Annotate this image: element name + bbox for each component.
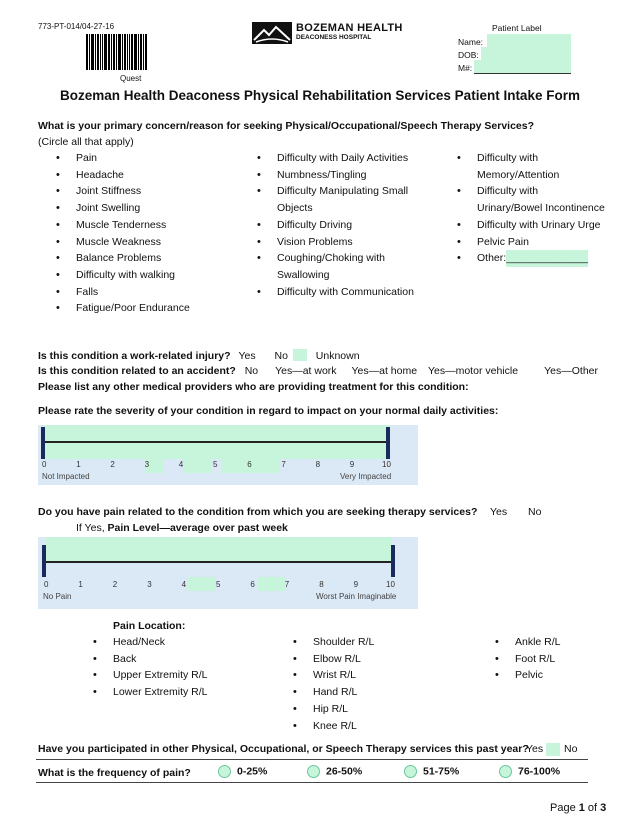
pain-location-option[interactable]: • Lower Extremity R/L [91,684,211,701]
pain-low-label: No Pain [43,592,72,601]
pain-location-option[interactable]: • Ankle R/L [493,634,593,651]
concern-option[interactable]: • Difficulty with Daily Activities [255,150,425,167]
concern-option[interactable]: • Fatigue/Poor Endurance [54,300,224,317]
pain-location-option[interactable]: • Head/Neck [91,634,211,651]
severity-tick[interactable]: 6 [247,460,252,469]
logo-line2: DEACONESS HOSPITAL [296,34,372,41]
severity-line [44,441,389,443]
severity-tick[interactable]: 4 [178,460,184,469]
severity-tick[interactable]: 2 [110,460,115,469]
severity-right-cap [386,427,390,459]
pain-tick[interactable]: 0 [44,580,49,589]
concern-option[interactable]: • Numbness/Tingling [255,167,425,184]
prior-yes[interactable]: Yes [526,743,544,755]
work-row [38,349,360,362]
pain-location-option[interactable]: • Knee R/L [291,718,411,735]
concern-option[interactable]: • Joint Stiffness [54,183,224,200]
concern-option[interactable]: • Balance Problems [54,250,224,267]
pain-location-option[interactable]: • Wrist R/L [291,667,411,684]
severity-high-label: Very Impacted [340,472,392,481]
pain-location-label: Pain Location: [113,620,186,632]
barcode-caption: Quest [120,74,142,83]
freq-option-2[interactable]: 51-75% [404,765,459,778]
severity-tick[interactable]: 5 [213,460,218,469]
dob-label: DOB: [458,50,479,60]
mnum-field[interactable] [474,60,571,74]
concern-option[interactable]: • Muscle Weakness [54,234,224,251]
pain-box-6-7 [258,577,286,591]
accident-motor[interactable]: Yes—motor vehicle [427,365,519,377]
concern-option[interactable]: • Difficulty Driving [255,217,425,234]
freq-option-3[interactable]: 76-100% [499,765,560,778]
frequency-question: What is the frequency of pain? [38,767,191,779]
concern-option[interactable]: • Falls [54,284,224,301]
divider-bottom [36,782,588,783]
concern-option[interactable]: • Difficulty with Memory/Attention [455,150,605,183]
mnum-label: M#: [458,63,473,73]
patient-label-heading: Patient Label [492,23,542,33]
pain-location-option[interactable]: • Upper Extremity R/L [91,667,211,684]
accident-no[interactable]: No [244,365,259,377]
severity-low-label: Not Impacted [42,472,90,481]
pain-location-option[interactable]: • Elbow R/L [291,651,411,668]
pain-tick[interactable]: 2 [112,580,118,589]
other-field[interactable]: ______________ [506,250,588,267]
severity-box-4-5 [183,459,211,473]
logo-line1: BOZEMAN HEALTH [296,22,403,34]
pain-box-4-5 [188,577,216,591]
severity-box-6-7 [254,459,280,473]
pain-location-option[interactable]: • Pelvic [493,667,593,684]
concern-option[interactable] [455,250,605,267]
location-list-col2 [291,634,411,734]
concern-option[interactable]: • Muscle Tenderness [54,217,224,234]
prior-row [38,743,598,755]
concern-option[interactable]: • Difficulty with Urinary Urge [455,217,605,234]
pain-tick[interactable]: 10 [386,580,395,589]
pain-tick[interactable]: 6 [250,580,255,589]
name-field[interactable] [487,34,571,48]
divider-top [36,759,588,760]
pain-tick[interactable]: 5 [216,580,221,589]
accident-home[interactable]: Yes—at home [351,365,418,377]
work-no[interactable]: No [274,350,288,362]
concern-list-col2 [255,150,425,300]
pain-tick[interactable]: 4 [181,580,187,589]
pain-left-cap [42,545,46,577]
freq-option-1[interactable]: 26-50% [307,765,362,778]
concern-question: What is your primary concern/reason for seeking Physical/Occupational/Speech Therapy Services? [38,120,535,132]
pain-line [46,561,392,563]
severity-tick[interactable]: 3 [144,460,150,469]
accident-other[interactable]: Yes—Other [544,365,598,377]
radio-circle-icon[interactable] [218,765,231,778]
accident-row [38,365,598,377]
pain-scale[interactable] [38,537,418,609]
mountain-logo-icon [252,22,292,44]
concern-option[interactable]: • Difficulty Manipulating Small Objects [255,183,425,216]
work-unknown[interactable]: Unknown [315,350,360,362]
concern-option[interactable]: • Vision Problems [255,234,425,251]
page-title: Bozeman Health Deaconess Physical Rehabilitation Services Patient Intake Form [60,88,580,103]
concern-instruction: (Circle all that apply) [38,136,134,148]
severity-tick[interactable]: 7 [281,460,286,469]
concern-option[interactable]: • Headache [54,167,224,184]
pain-level-prefix: If Yes, [76,522,108,534]
hospital-logo [252,22,403,44]
pain-tick[interactable]: 7 [284,580,290,589]
page-number: Page 1 of 3 [550,802,607,814]
work-question: Is this condition a work-related injury? [38,350,231,362]
pain-question: Do you have pain related to the condition from which you are seeking therapy services? [38,506,478,518]
work-no-field[interactable] [293,349,307,361]
location-list-col1 [91,634,211,701]
pain-tick[interactable]: 9 [353,580,359,589]
pain-level-row [76,522,288,534]
pain-tick[interactable]: 1 [78,580,83,589]
severity-tick[interactable]: 9 [349,460,355,469]
work-yes[interactable]: Yes [238,350,256,362]
concern-option[interactable]: • Pain [54,150,224,167]
pain-row [38,506,598,518]
concern-option[interactable]: • Difficulty with walking [54,267,224,284]
other-label: Other: [477,252,507,265]
concern-option[interactable]: • Pelvic Pain [455,234,605,251]
pain-no[interactable]: No [528,506,542,518]
pain-location-option[interactable]: • Foot R/L [493,651,593,668]
pain-tick[interactable]: 8 [319,580,324,589]
prior-yes-field[interactable] [546,743,560,756]
pain-tick[interactable]: 3 [147,580,152,589]
concern-list-col3 [455,150,605,267]
pain-yes[interactable]: Yes [490,506,508,518]
severity-left-cap [41,427,45,459]
providers-question: Please list any other medical providers who are providing treatment for this condition: [38,381,469,393]
severity-tick[interactable]: 10 [382,460,391,469]
radio-circle-icon[interactable] [404,765,417,778]
accident-question: Is this condition related to an accident? [38,365,236,377]
severity-tick[interactable]: 0 [42,460,47,469]
prior-no[interactable]: No [564,743,578,755]
pain-location-option[interactable]: • Shoulder R/L [291,634,411,651]
pain-location-option[interactable]: • Hip R/L [291,701,411,718]
prior-question: Have you participated in other Physical, Occupational, or Speech Therapy services this past year? [38,743,529,755]
name-label: Name: [458,37,484,47]
location-list-col3 [493,634,593,684]
freq-option-0[interactable]: 0-25% [218,765,267,778]
concern-option[interactable]: • Joint Swelling [54,200,224,217]
pain-high-label: Worst Pain Imaginable [316,592,397,601]
dob-field[interactable] [481,47,571,61]
form-code: 773-PT-014/04-27-16 [38,22,115,31]
severity-tick[interactable]: 8 [315,460,321,469]
severity-question: Please rate the severity of your condition in regard to impact on your normal daily activities: [38,405,499,417]
radio-circle-icon[interactable] [307,765,320,778]
pain-location-option[interactable]: • Hand R/L [291,684,411,701]
pain-level-label: Pain Level—average over past week [107,522,288,534]
pain-location-option[interactable]: • Back [91,651,211,668]
pain-right-cap [391,545,395,577]
concern-option[interactable]: • Difficulty with Communication [255,284,425,301]
pain-band [46,537,392,561]
barcode [86,34,156,70]
severity-scale[interactable] [38,425,418,485]
concern-option[interactable]: • Difficulty with Urinary/Bowel Incontinence [455,183,605,216]
concern-option[interactable]: • Coughing/Choking with Swallowing [255,250,425,283]
concern-list-col1 [54,150,224,317]
severity-tick[interactable]: 1 [76,460,81,469]
accident-work[interactable]: Yes—at work [275,365,337,377]
radio-circle-icon[interactable] [499,765,512,778]
